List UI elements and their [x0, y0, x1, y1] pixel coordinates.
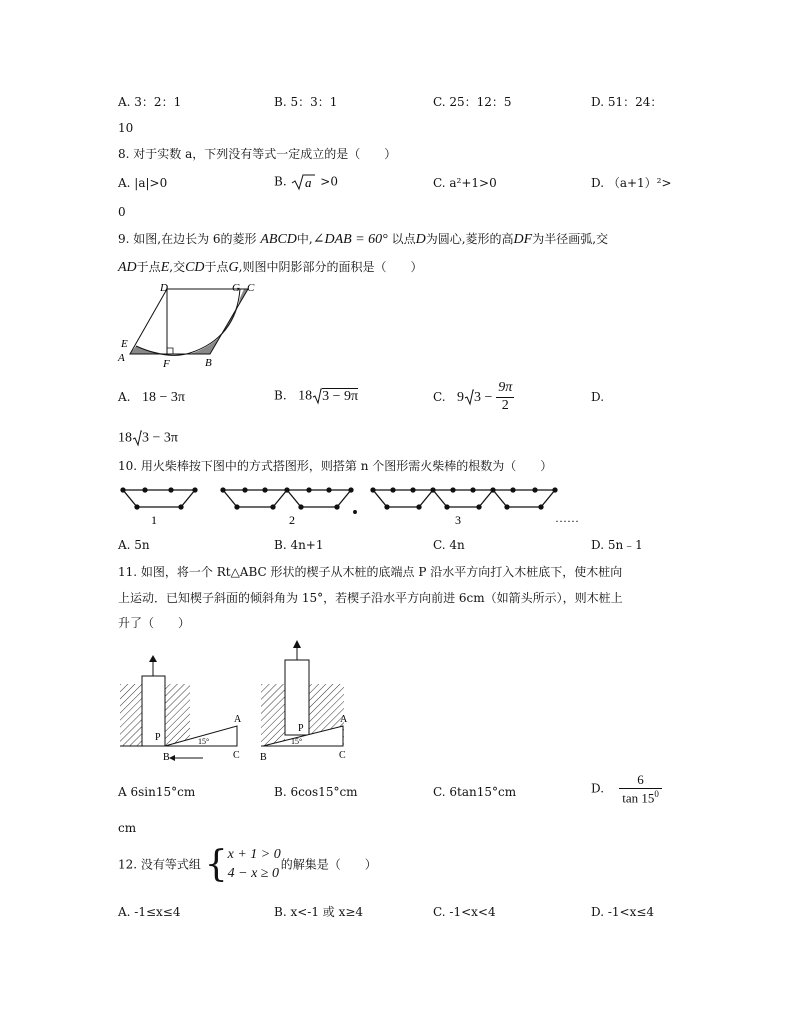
q9-text: 中,: [296, 232, 313, 246]
q9-label-e: E: [121, 338, 128, 350]
q9-text: 为半径画弧,交: [532, 232, 609, 246]
q12-option-b: B. x<-1 或 x≥4: [274, 905, 364, 919]
q12-inequality-1: x + 1 > 0: [227, 847, 281, 862]
q12-stem: [118, 843, 377, 885]
q9-label-g: G: [232, 282, 240, 294]
q8-stem: 8. 对于实数 a，下列没有等式一定成立的是（ ）: [118, 147, 397, 161]
sqrt-icon: [312, 388, 322, 404]
q9-label-d: D: [160, 282, 168, 294]
sqrt-icon: [132, 430, 142, 446]
q11-right-label-p: P: [298, 723, 304, 734]
q12-stem-prefix: 12. 没有等式组: [118, 857, 201, 872]
q9-option-a: [118, 390, 185, 407]
q9-option-b-label: B.: [274, 388, 287, 403]
q9-rhombus-figure: [110, 280, 270, 370]
q9-option-c-coef: 9: [457, 389, 465, 405]
q9-option-c-label: C.: [433, 389, 446, 404]
q11-left-label-a: A: [234, 714, 242, 725]
q9-label-b: B: [205, 357, 212, 369]
q7-option-c: C. 25：12：5: [433, 95, 512, 109]
q11-option-b: B. 6cos15°cm: [274, 785, 358, 799]
q11-option-d-denominator-text: tan 15: [622, 789, 655, 805]
sqrt-icon: [464, 389, 474, 405]
q11-option-d-continued: cm: [118, 821, 137, 835]
q11-option-d-label: D.: [591, 781, 605, 796]
q9-math: DF: [513, 232, 533, 247]
q9-math-angle: ∠DAB = 60°: [312, 232, 388, 247]
q8-option-b-label: B.: [274, 174, 287, 189]
q9-option-c-fraction: [496, 380, 514, 415]
q10-option-b: B. 4n+1: [274, 538, 324, 552]
q9-text: ,则图中阴影部分的面积是（ ）: [238, 260, 423, 274]
q9-math: ABCD: [260, 232, 297, 247]
q9-option-b-rest: 3 − 9π: [322, 388, 359, 404]
q11-left-label-p: P: [155, 732, 161, 743]
q9-option-a-expr: 18 − 3π: [141, 390, 185, 405]
q7-option-b: B. 5：3：1: [274, 95, 338, 109]
q9-text: 为圆心,菱形的高: [425, 232, 514, 246]
q9-text: 9. 如图,在边长为 6的菱形: [118, 232, 257, 246]
q11-stem-line3: 升了（ ）: [118, 616, 191, 630]
q9-stem-line1: [118, 232, 608, 249]
q9-math: E: [160, 260, 170, 275]
q12-system: [228, 846, 281, 884]
q8-option-d: D. （a+1）²>: [591, 176, 672, 190]
q10-option-d: D. 5n﹣1: [591, 538, 643, 552]
q10-figure-3: [371, 488, 557, 509]
q9-text: ,交: [169, 260, 186, 274]
q9-text: 于点: [204, 260, 229, 274]
q11-option-d-degree: 0: [654, 788, 659, 799]
sqrt-a-symbol: [290, 173, 316, 191]
q8-option-a: A. |a|>0: [118, 176, 168, 190]
q9-label-a: A: [118, 352, 125, 364]
q12-inequality-2: 4 − x ≥ 0: [227, 865, 279, 881]
q11-stem-line1: 11. 如图，将一个 Rt△ABC 形状的楔子从木桩的底端点 P 沿水平方向打入木桩底下，使木桩向: [118, 565, 623, 579]
q11-stem-line2: 上运动．已知楔子斜面的倾斜角为 15°，若楔子沿水平方向前进 6cm（如箭头所示），则木桩上: [118, 591, 623, 605]
q9-option-c-denominator: 2: [501, 397, 509, 413]
q9-option-d: D.: [591, 390, 605, 404]
q9-math: D: [415, 232, 426, 247]
q11-figure-before: [120, 655, 242, 763]
q9-right-angle-mark: [167, 348, 173, 354]
q9-text: 以点: [387, 232, 416, 246]
q11-right-label-b: B: [260, 752, 267, 763]
q8-option-b: [274, 173, 338, 191]
svg-text:a: a: [305, 175, 312, 190]
q9-shaded-right: [190, 289, 248, 354]
q11-option-c: C. 6tan15°cm: [433, 785, 517, 799]
q10-figure-1: [121, 488, 197, 509]
q9-option-b: [274, 388, 358, 405]
q11-option-d: [591, 772, 662, 806]
q12-option-a: A. -1≤x≤4: [118, 905, 181, 919]
q8-option-b-rest: >0: [320, 174, 338, 189]
q11-wedge-figure: [115, 640, 365, 770]
q9-math: AD: [118, 260, 137, 275]
q10-matchstick-figure: [115, 482, 585, 527]
q12-stem-suffix: 的解集是（ ）: [280, 857, 377, 872]
q9-label-f: F: [163, 358, 170, 370]
q12-option-d: D. -1<x≤4: [591, 905, 655, 919]
q11-option-a: A 6sin15°cm: [118, 785, 196, 799]
q9-option-c-rest: 3 −: [474, 389, 493, 405]
q10-figure-2: [221, 488, 356, 513]
q11-option-d-denominator: [622, 789, 659, 806]
q9-stem-line2: [118, 260, 423, 277]
q11-right-label-c: C: [339, 750, 346, 761]
q11-left-label-c: C: [233, 750, 240, 761]
q8-option-d-continued: 0: [118, 205, 126, 219]
q9-option-d-rest: 3 − 3π: [142, 430, 178, 446]
q11-figure-after: [260, 640, 348, 763]
q9-option-a-label: A.: [118, 390, 131, 404]
q10-label-2: 2: [289, 513, 295, 527]
q9-option-c-numerator: 9π: [496, 380, 514, 398]
q9-option-b-coef: 18: [298, 388, 313, 404]
q7-option-d-continued: 10: [118, 121, 134, 135]
q9-text: 于点: [136, 260, 161, 274]
q8-option-c: C. a²+1>0: [433, 176, 497, 190]
q12-option-c: C. -1<x<4: [433, 905, 496, 919]
q10-option-a: A. 5n: [118, 538, 150, 552]
q9-math: G: [228, 260, 239, 275]
q11-left-label-b: B: [163, 752, 170, 763]
q7-option-a: A. 3：2：1: [118, 95, 182, 109]
q12-brace: {: [204, 843, 228, 885]
q11-right-label-a: A: [340, 714, 348, 725]
q11-option-d-numerator: 6: [619, 772, 662, 789]
q9-math: CD: [185, 260, 205, 275]
q9-option-c: [433, 380, 514, 415]
q11-left-label-angle: 15°: [198, 737, 210, 746]
q10-ellipsis: ……: [555, 511, 579, 525]
q11-option-d-fraction: [619, 772, 662, 806]
q11-right-label-angle: 15°: [291, 737, 303, 746]
q10-option-c: C. 4n: [433, 538, 465, 552]
q9-shaded-left: [130, 346, 167, 354]
q9-option-d-expr: [118, 430, 178, 447]
q10-label-1: 1: [151, 513, 157, 527]
q9-arc: [136, 289, 240, 355]
q10-stem: 10. 用火柴棒按下图中的方式搭图形，则搭第 n 个图形需火柴棒的根数为（ ）: [118, 459, 553, 473]
q10-label-3: 3: [455, 513, 461, 527]
q9-option-d-coef: 18: [118, 430, 132, 446]
q7-option-d: D. 51：24：: [591, 95, 663, 109]
q9-label-c: C: [247, 282, 255, 294]
